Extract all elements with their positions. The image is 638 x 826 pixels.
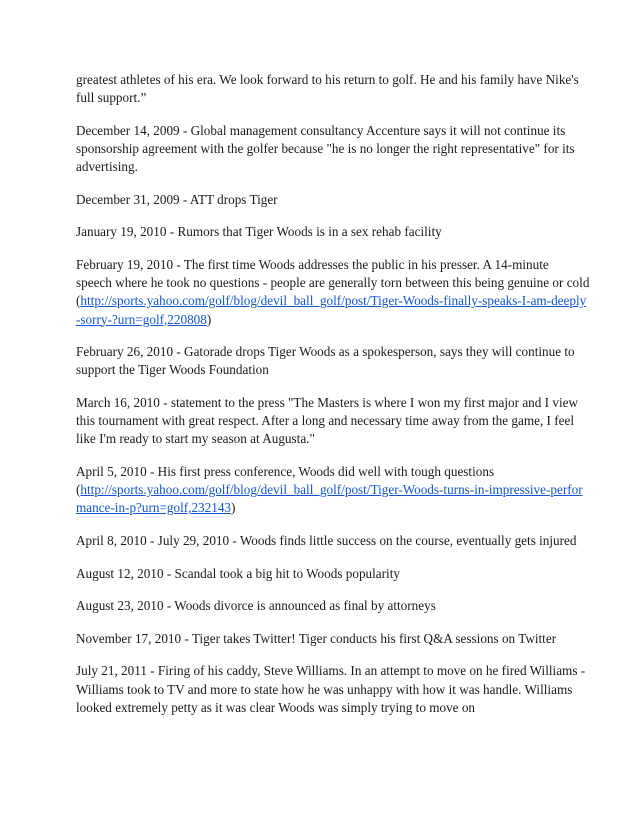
text-line xyxy=(76,532,577,550)
timeline-entry-injured xyxy=(76,532,577,550)
text-line xyxy=(76,481,583,499)
text-line xyxy=(76,292,587,310)
timeline-entry-twitter xyxy=(76,630,568,648)
timeline-entry-divorce xyxy=(76,597,568,615)
text-line xyxy=(76,361,568,379)
source-link[interactable]: http://sports.yahoo.com/golf/blog/devil_ball_golf/post/Tiger-Woods-finally-speaks-I-am-deeply xyxy=(80,293,587,309)
timeline-entry-popularity xyxy=(76,565,568,583)
text-line xyxy=(76,463,568,481)
text-segment: August 12, 2010 - Scandal took a big hit to Woods popularity xyxy=(76,565,400,581)
text-segment: February 19, 2010 - The first time Woods addresses the public in his presser. A 14-minute xyxy=(76,256,549,272)
text-line xyxy=(76,158,568,176)
text-segment: speech where he took no questions - people are generally torn between this being genuine or cold xyxy=(76,275,590,291)
text-segment: like I'm ready to start my season at Augusta." xyxy=(76,431,315,447)
text-line xyxy=(76,311,568,329)
text-segment: March 16, 2010 - statement to the press "The Masters is where I won my first major and I view xyxy=(76,394,578,410)
text-line xyxy=(76,89,568,107)
text-line xyxy=(76,412,575,430)
text-segment: this tournament with great respect. After a long and necessary time away from the game, I feel xyxy=(76,413,575,429)
text-line xyxy=(76,343,575,361)
text-segment: looked extremely petty as it was clear Woods was simply trying to move on xyxy=(76,699,476,715)
text-line xyxy=(76,699,568,717)
text-line xyxy=(76,140,575,158)
text-segment: ( xyxy=(76,482,81,498)
timeline-entry-press-conference xyxy=(76,463,583,518)
text-segment: advertising. xyxy=(76,159,138,175)
timeline-entry-masters xyxy=(76,394,578,449)
timeline-entry-rehab xyxy=(76,223,568,241)
text-segment: July 21, 2011 - Firing of his caddy, Steve Williams. In an attempt to move on he fired Williams - xyxy=(76,663,586,679)
text-segment: sponsorship agreement with the golfer because "he is no longer the right representative" for its xyxy=(76,141,575,156)
text-line xyxy=(76,274,590,292)
timeline-entry-accenture xyxy=(76,122,575,177)
text-segment: ( xyxy=(76,293,81,309)
text-line xyxy=(76,662,586,680)
text-segment: ) xyxy=(206,311,212,327)
text-segment: support the Tiger Woods Foundation xyxy=(76,362,269,378)
timeline-entry-caddy xyxy=(76,662,586,717)
text-segment: April 8, 2010 - July 29, 2010 - Woods finds little success on the course, eventually gets injured xyxy=(76,532,577,548)
text-line xyxy=(76,122,568,140)
text-segment: ) xyxy=(231,500,236,516)
timeline-entry-att xyxy=(76,191,568,209)
text-segment: August 23, 2010 - Woods divorce is announced as final by attorneys xyxy=(76,598,436,614)
text-line xyxy=(76,430,568,448)
text-segment: December 14, 2009 - Global management consultancy Accenture says it will not continue its xyxy=(76,122,566,138)
text-line xyxy=(76,681,573,699)
source-link[interactable]: http://sports.yahoo.com/golf/blog/devil_ball_golf/post/Tiger-Woods-turns-in-impressive-perfor xyxy=(80,482,583,498)
text-line xyxy=(76,499,568,517)
text-segment: April 5, 2010 - His first press conference, Woods did well with tough questions xyxy=(76,463,495,479)
text-line xyxy=(76,630,568,648)
text-segment: Williams took to TV and more to state how he was unhappy with how it was handle. Williams xyxy=(76,681,573,697)
text-line xyxy=(76,223,568,241)
source-link[interactable]: -sorry-?urn=golf,220808 xyxy=(76,311,207,327)
timeline-entry-nike xyxy=(76,71,579,107)
text-line xyxy=(76,191,568,209)
text-segment: greatest athletes of his era. We look forward to his return to golf. He and his family have Nike's xyxy=(76,72,579,87)
document-body xyxy=(76,71,590,731)
timeline-entry-gatorade xyxy=(76,343,575,379)
text-line xyxy=(76,597,568,615)
text-segment: December 31, 2009 - ATT drops Tiger xyxy=(76,191,278,207)
text-segment: full support.” xyxy=(76,90,147,106)
text-line xyxy=(76,394,578,412)
text-line xyxy=(76,565,568,583)
text-line xyxy=(76,71,579,89)
timeline-entry-presser xyxy=(76,256,590,329)
text-segment: February 26, 2010 - Gatorade drops Tiger Woods as a spokesperson, says they will continue to xyxy=(76,344,575,360)
text-line xyxy=(76,256,568,274)
source-link[interactable]: mance-in-p?urn=golf,232143 xyxy=(76,500,232,516)
text-segment: January 19, 2010 - Rumors that Tiger Woods is in a sex rehab facility xyxy=(76,224,442,240)
text-segment: November 17, 2010 - Tiger takes Twitter! Tiger conducts his first Q&A sessions on Twitter xyxy=(76,630,557,646)
